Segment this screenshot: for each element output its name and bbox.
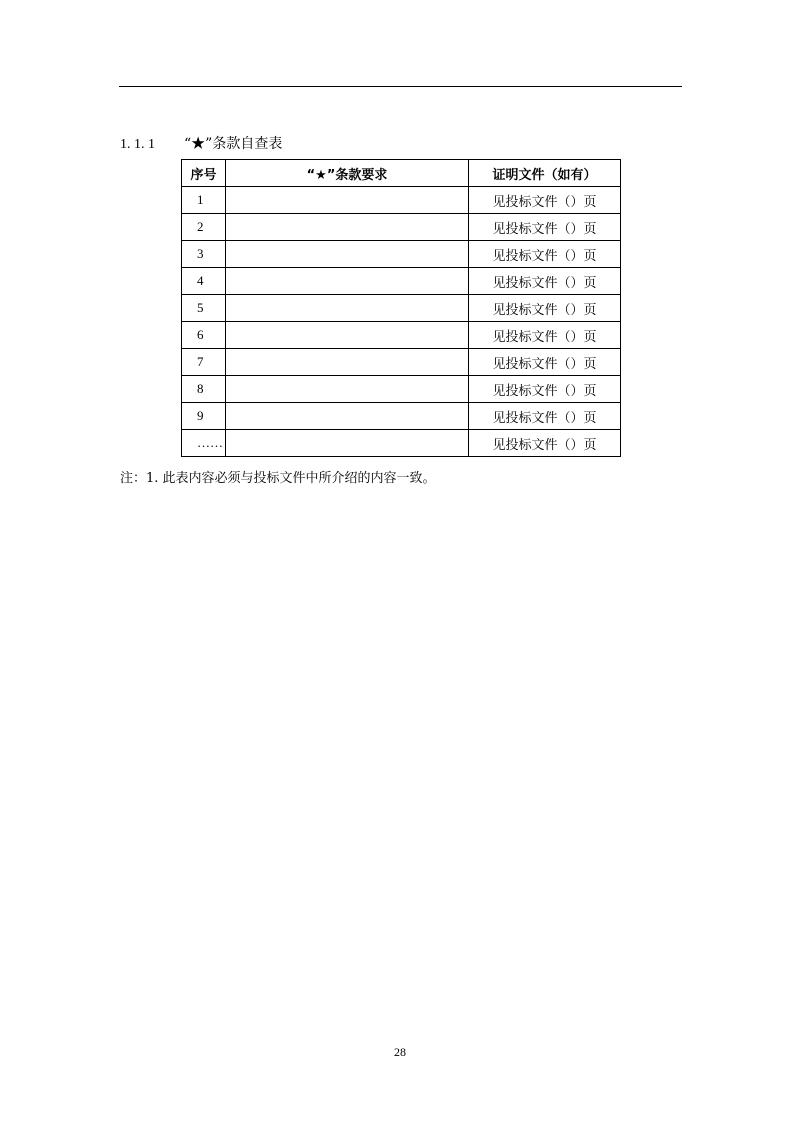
table-row bbox=[182, 268, 621, 295]
table-row bbox=[182, 349, 621, 376]
row-requirement bbox=[226, 187, 469, 214]
row-requirement bbox=[226, 403, 469, 430]
header-requirement: “★”条款要求 bbox=[226, 160, 469, 187]
table-row bbox=[182, 241, 621, 268]
row-proof: 见投标文件（）页 bbox=[469, 214, 621, 241]
row-index: …… bbox=[182, 430, 226, 457]
star-clause-checklist-table bbox=[181, 159, 621, 457]
table-header-row bbox=[182, 160, 621, 187]
row-proof: 见投标文件（）页 bbox=[469, 376, 621, 403]
row-requirement bbox=[226, 376, 469, 403]
row-index: 8 bbox=[182, 376, 226, 403]
table-row bbox=[182, 187, 621, 214]
row-proof: 见投标文件（）页 bbox=[469, 241, 621, 268]
row-index: 6 bbox=[182, 322, 226, 349]
row-proof: 见投标文件（）页 bbox=[469, 349, 621, 376]
row-requirement bbox=[226, 268, 469, 295]
section-title: “★”条款自查表 bbox=[184, 136, 283, 152]
section-heading bbox=[120, 135, 282, 154]
row-proof: 见投标文件（）页 bbox=[469, 268, 621, 295]
row-requirement bbox=[226, 322, 469, 349]
page-number: 28 bbox=[394, 1045, 406, 1059]
row-requirement bbox=[226, 349, 469, 376]
table-row bbox=[182, 376, 621, 403]
header-rule bbox=[119, 86, 682, 87]
section-number: 1. 1. 1 bbox=[120, 137, 155, 152]
header-proof: 证明文件（如有） bbox=[469, 160, 621, 187]
table-row bbox=[182, 430, 621, 457]
row-requirement bbox=[226, 295, 469, 322]
table-row bbox=[182, 295, 621, 322]
row-index: 7 bbox=[182, 349, 226, 376]
row-index: 2 bbox=[182, 214, 226, 241]
table-row bbox=[182, 214, 621, 241]
row-index: 1 bbox=[182, 187, 226, 214]
row-index: 5 bbox=[182, 295, 226, 322]
row-index: 4 bbox=[182, 268, 226, 295]
table-note: 注：1. 此表内容必须与投标文件中所介绍的内容一致。 bbox=[120, 471, 436, 486]
row-proof: 见投标文件（）页 bbox=[469, 403, 621, 430]
row-proof: 见投标文件（）页 bbox=[469, 295, 621, 322]
header-index: 序号 bbox=[182, 160, 226, 187]
row-requirement bbox=[226, 430, 469, 457]
row-index: 9 bbox=[182, 403, 226, 430]
row-proof: 见投标文件（）页 bbox=[469, 430, 621, 457]
table-row bbox=[182, 403, 621, 430]
row-proof: 见投标文件（）页 bbox=[469, 322, 621, 349]
table-row bbox=[182, 322, 621, 349]
row-requirement bbox=[226, 241, 469, 268]
row-proof: 见投标文件（）页 bbox=[469, 187, 621, 214]
row-index: 3 bbox=[182, 241, 226, 268]
row-requirement bbox=[226, 214, 469, 241]
